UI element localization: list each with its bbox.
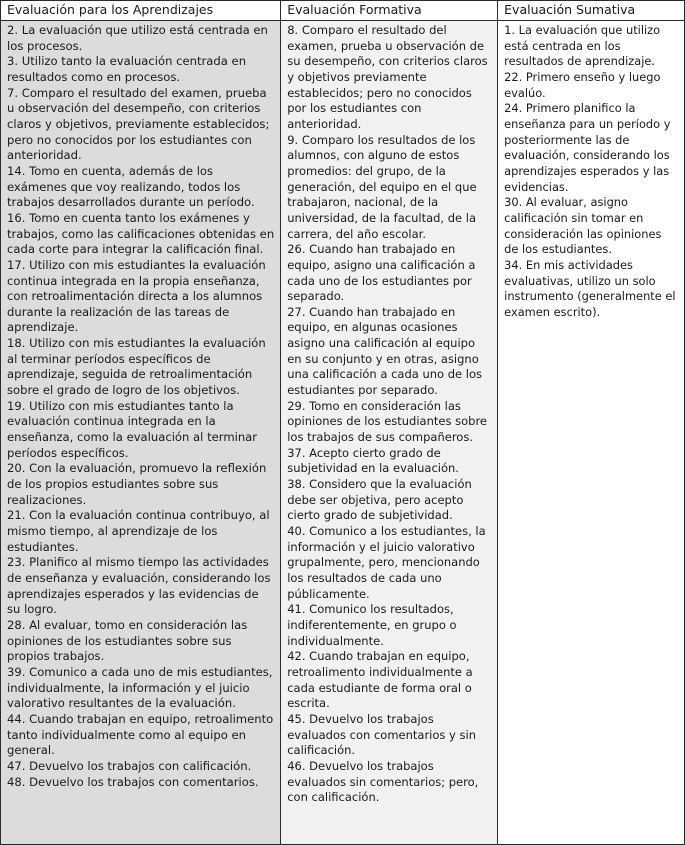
content-row <box>1 21 685 845</box>
list-item: 18. Utilizo con mis estudiantes la evaluación al terminar períodos específicos de aprendizaje, seguida de retroalimentación sobre el grado de logro de los objetivos. <box>7 336 266 398</box>
list-item: 1. La evaluación que utilizo está centrada en los resultados de aprendizaje. <box>504 23 661 69</box>
header-row <box>1 1 685 21</box>
list-item: 30. Al evaluar, asigno calificación sin tomar en consideración las opiniones de los estudiantes. <box>504 195 662 257</box>
list-item: 34. En mis actividades evaluativas, utilizo un solo instrumento (generalmente el examen escrito). <box>504 257 676 319</box>
list-item: 38. Considero que la evaluación debe ser objetiva, pero acepto cierto grado de subjetividad. <box>287 477 472 523</box>
list-item: 41. Comunico los resultados, indiferentemente, en grupo o individualmente. <box>287 602 457 648</box>
list-item: 26. Cuando han trabajado en equipo, asigno una calificación a cada uno de los estudiantes por separado. <box>287 242 476 304</box>
header-evaluacion-aprendizajes: Evaluación para los Aprendizajes <box>1 1 281 21</box>
column-evaluacion-aprendizajes <box>1 21 281 845</box>
list-item: 37. Acepto cierto grado de subjetividad en la evaluación. <box>287 445 459 476</box>
list-item: 40. Comunico a los estudiantes, la información y el juicio valorativo grupalmente, pero, mencionando los resultados de cada uno públicamente. <box>287 524 486 601</box>
list-item: 46. Devuelvo los trabajos evaluados sin comentarios; pero, con calificación. <box>287 758 479 805</box>
header-evaluacion-formativa: Evaluación Formativa <box>281 1 498 21</box>
column-evaluacion-formativa <box>281 21 498 845</box>
list-item: 42. Cuando trabajan en equipo, retroalimento individualmente a cada estudiante de forma oral o escrita. <box>287 649 473 711</box>
header-evaluacion-sumativa: Evaluación Sumativa <box>498 1 685 21</box>
list-item: 7. Comparo el resultado del examen, prueba u observación del desempeño, con criterios claros y objetivos, previamente establecidos; pero no conocidos por los estudiantes con anterioridad. <box>7 85 270 163</box>
list-item: 20. Con la evaluación, promuevo la reflexión de los propios estudiantes sobre sus realizaciones. <box>7 461 267 507</box>
list-item: 39. Comunico a cada uno de mis estudiantes, individualmente, la información y el juicio valorativo resultantes de la evaluación. <box>7 664 273 711</box>
list-item: 22. Primero enseño y luego evalúo. <box>504 69 661 100</box>
list-item: 16. Tomo en cuenta tanto los exámenes y trabajos, como las calificaciones obtenidas en cada corte para integrar la calificación final. <box>7 210 275 257</box>
list-item: 17. Utilizo con mis estudiantes la evaluación continua integrada en la propia enseñanza, con retroalimentación directa a los alumnos durante la realización de las tareas de aprendizaje. <box>7 257 266 335</box>
list-item: 21. Con la evaluación continua contribuyo, al mismo tiempo, al aprendizaje de los estudiantes. <box>7 508 270 554</box>
list-item: 24. Primero planifico la enseñanza para un período y posteriormente las de evaluación, considerando los aprendizajes esperados y las evidencias. <box>504 101 671 194</box>
list-item: 44. Cuando trabajan en equipo, retroalimento tanto individualmente como al equipo en general. <box>7 711 274 758</box>
list-item: 45. Devuelvo los trabajos evaluados con comentarios y sin calificación. <box>287 711 476 758</box>
list-item: 29. Tomo en consideración las opiniones de los estudiantes sobre los trabajos de sus compañeros. <box>287 398 487 445</box>
list-item: 8. Comparo el resultado del examen, prueba u observación de su desempeño, con criterios claros y objetivos previamente establecidos; pero no conocidos por los estudiantes con anterioridad. <box>287 23 488 131</box>
list-item: 19. Utilizo con mis estudiantes tanto la evaluación continua integrada en la enseñanza, como la evaluación al terminar períodos específicos. <box>7 398 258 460</box>
list-item: 23. Planifico al mismo tiempo las actividades de enseñanza y evaluación, considerando los aprendizajes esperados y las evidencias de su logro. <box>7 555 271 617</box>
column-evaluacion-sumativa <box>498 21 685 845</box>
list-item: 48. Devuelvo los trabajos con comentarios. <box>7 774 259 789</box>
list-item: 2. La evaluación que utilizo está centrada en los procesos. <box>7 23 268 53</box>
list-item: 3. Utilizo tanto la evaluación centrada en resultados como en procesos. <box>7 54 247 84</box>
list-item: 14. Tomo en cuenta, además de los exámenes que voy realizando, todos los trabajos desarrollados durante un período. <box>7 163 255 210</box>
list-item: 9. Comparo los resultados de los alumnos, con alguno de estos promedios: del grupo, de la generación, del equipo en el que trabajaron, nacional, de la universidad, de la facultad, de la carrera, del año escolar. <box>287 132 477 241</box>
list-item: 27. Cuando han trabajado en equipo, en algunas ocasiones asigno una calificación al equipo en su conjunto y en otras, asigno una calificación a cada uno de los estudiantes por separado. <box>287 304 482 398</box>
list-item: 28. Al evaluar, tomo en consideración las opiniones de los estudiantes sobre sus propios trabajos. <box>7 617 248 664</box>
list-item: 47. Devuelvo los trabajos con calificación. <box>7 758 252 773</box>
